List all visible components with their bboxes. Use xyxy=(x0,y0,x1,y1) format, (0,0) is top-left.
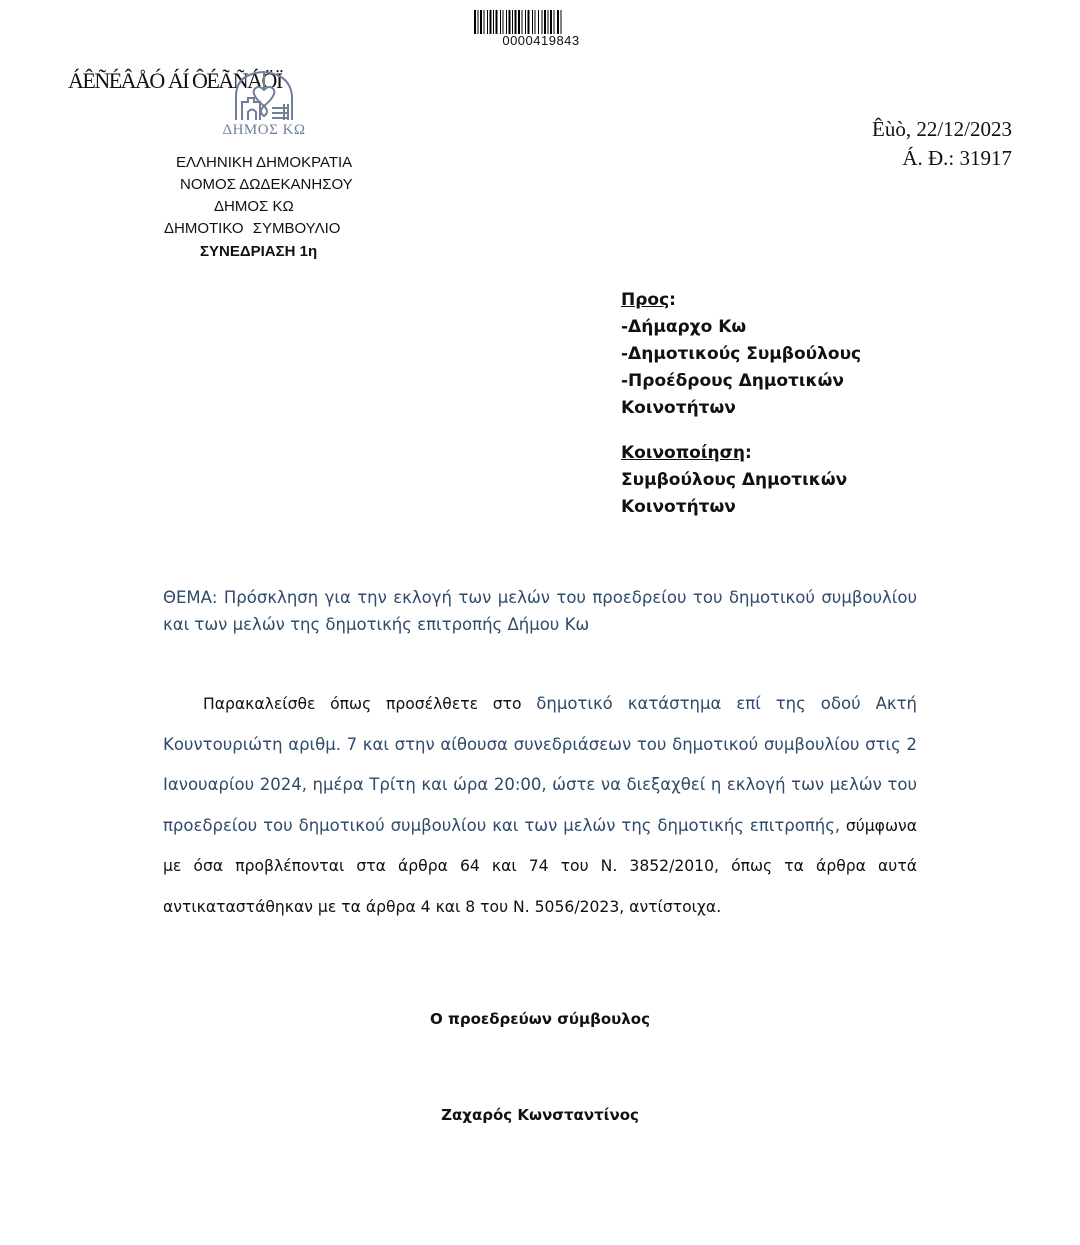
barcode-bar xyxy=(554,10,555,34)
barcode-bar xyxy=(503,10,504,34)
barcode-bar xyxy=(557,10,559,34)
logo-text: ΔΗΜΟΣ ΚΩ xyxy=(222,122,306,138)
cc-colon: : xyxy=(744,443,752,463)
recipient-item: -Προέδρους Δημοτικών xyxy=(621,371,844,391)
barcode-bar xyxy=(532,10,533,34)
barcode-icon xyxy=(474,10,608,34)
barcode-number: 0000419843 xyxy=(502,33,580,48)
barcode-bar xyxy=(528,10,530,34)
barcode-bar xyxy=(500,10,501,34)
recipient-item: -Δημοτικούς Συμβούλους xyxy=(621,344,862,364)
recipient-item: Κοινοτήτων xyxy=(621,398,736,418)
barcode-bar xyxy=(544,10,546,34)
barcode-bar xyxy=(496,10,498,34)
barcode-bar xyxy=(493,10,494,34)
header-line-session: ΣΥΝΕΔΡΙΑΣΗ 1η xyxy=(200,243,318,260)
barcode-bar xyxy=(480,10,482,34)
barcode-bar xyxy=(542,10,543,34)
place-date: Êùò, 22/12/2023 xyxy=(872,117,1012,141)
municipality-logo-icon xyxy=(228,68,298,126)
barcode-bar xyxy=(484,10,485,34)
barcode-bar xyxy=(487,10,488,34)
barcode-bar xyxy=(538,10,539,34)
subject-line: ΘΕΜΑ: Πρόσκληση για την εκλογή των μελών του προεδρείου του δημοτικού συμβουλίου και των μελών της δημοτικής επιτροπής Δήμου Κω xyxy=(163,588,917,634)
body-paragraph xyxy=(163,684,917,927)
barcode-bar xyxy=(506,10,507,34)
barcode-bar xyxy=(522,10,523,34)
signer-name: Ζαχαρός Κωνσταντίνος xyxy=(441,1106,639,1124)
barcode-bar xyxy=(561,10,562,34)
header-line-republic: ΕΛΛΗΝΙΚΗ ΔΗΜΟΚΡΑΤΙΑ xyxy=(176,154,353,171)
cc-heading xyxy=(621,440,861,467)
date-protocol-block xyxy=(872,115,1012,173)
to-heading xyxy=(621,287,861,314)
barcode-bar xyxy=(474,10,476,34)
recipient-item: -Δήμαρχο Κω xyxy=(621,317,747,337)
header-line-council: ΔΗΜΟΤΙΚΟ ΣΥΜΒΟΥΛΙΟ xyxy=(164,220,341,237)
barcode-bar xyxy=(490,10,492,34)
to-label: Προς xyxy=(621,290,670,310)
header-line-municipality: ΔΗΜΟΣ ΚΩ xyxy=(214,198,294,215)
barcode-bar xyxy=(548,10,549,34)
barcode-bar xyxy=(512,10,513,34)
barcode-bar xyxy=(515,10,517,34)
protocol-number: Á. Ð.: 31917 xyxy=(902,146,1012,170)
cc-item: Κοινοτήτων xyxy=(621,497,736,517)
cc-label: Κοινοποίηση xyxy=(621,443,745,463)
barcode-bar xyxy=(535,10,536,34)
recipients-block xyxy=(621,287,861,521)
to-colon: : xyxy=(669,290,676,310)
body-text-intro: Παρακαλείσθε όπως προσέλθετε στο xyxy=(203,695,537,713)
barcode-bar xyxy=(518,10,520,34)
header-line-prefecture: ΝΟΜΟΣ ΔΩΔΕΚΑΝΗΣΟΥ xyxy=(180,176,353,193)
signer-title: Ο προεδρεύων σύμβουλος xyxy=(430,1010,650,1028)
barcode-bar xyxy=(525,10,526,34)
barcode-bar xyxy=(509,10,511,34)
body-text-legal: σύμφωνα με όσα προβλέπονται στα άρθρα 64 και 74 του Ν. 3852/2010, όπως τα άρθρα αυτά αντικαταστάθηκαν με τα άρθρα 4 και 8 του Ν. 5056/2023, αντίστοιχα. xyxy=(163,816,917,916)
barcode-bar xyxy=(550,10,552,34)
body-text-venue: δημοτικό κατάστημα επί της οδού Ακτή Κουντουριώτη αριθμ. 7 και στην αίθουσα συνεδριάσεων του δημοτικού συμβουλίου στις 2 Ιανουαρίου 2024, ημέρα Τρίτη και ώρα 20:00, ώστε να διεξαχθεί η εκλογή των μελών του προεδρείου του δημοτικού συμβουλίου και των μελών της δημοτικής επιτροπής, xyxy=(163,694,917,835)
cc-item: Συμβούλους Δημοτικών xyxy=(621,470,848,490)
barcode-bar xyxy=(478,10,479,34)
garbled-letterhead: ÁÊÑÉÂÅÓ ÁÍ ÔÉÃÑÁÖÏ xyxy=(68,68,282,93)
